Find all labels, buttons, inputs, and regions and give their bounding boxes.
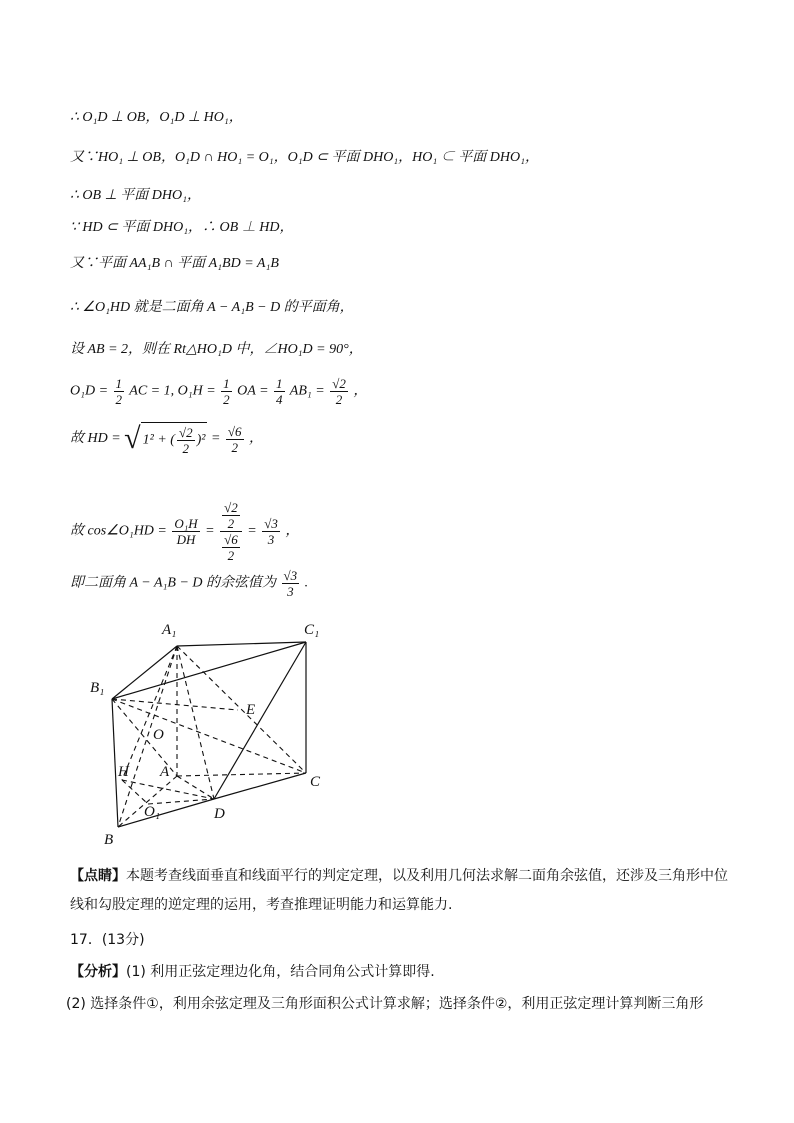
- edge-d-c: [214, 773, 306, 799]
- proof-line-7: 设 AB = 2，则在 Rt△HO₁D 中，∠HO₁D = 90°，: [70, 342, 363, 357]
- fraction-root2-over-2: [177, 425, 195, 456]
- dash-b1-e: [112, 699, 238, 710]
- fraction-root2-over-2: [330, 376, 348, 407]
- comment-text: 本题考查线面垂直和线面平行的判定定理，以及利用几何法求解二面角余弦值，还涉及三角形中位线和勾股定理的逆定理的运用，考查推理证明能力和运算能力.: [70, 868, 728, 913]
- fraction-root3-over-3: [282, 568, 300, 599]
- num: √3: [283, 568, 298, 583]
- text: =: [205, 523, 219, 539]
- num: √2: [332, 376, 346, 391]
- proof-line-6: ∴ ∠O₁HD 就是二面角 A − A₁B − D 的平面角，: [70, 300, 354, 315]
- text: AB₁ =: [289, 383, 329, 399]
- label-h: H: [118, 764, 129, 780]
- fraction-root6-over-2: [222, 532, 240, 563]
- fraction-half: [114, 376, 125, 407]
- dash-a-c: [177, 773, 306, 776]
- text: 故 HD =: [70, 431, 125, 447]
- num: √6: [224, 532, 238, 547]
- proof-line-2: 又∵HO₁ ⊥ OB，O₁D ∩ HO₁ = O₁，O₁D ⊂ 平面 DHO₁，HO₁ ⊂ 平面 DHO₁，: [70, 150, 539, 165]
- dash-a1-b: [118, 646, 177, 827]
- edge-b1-c1: [112, 642, 306, 699]
- proof-line-1: ∴ O₁D ⊥ OB，O₁D ⊥ HO₁，: [70, 110, 243, 125]
- num: √6: [227, 423, 242, 439]
- num: O₁H: [174, 516, 198, 531]
- edge-b-d: [118, 799, 214, 827]
- text: 1² + (: [142, 432, 175, 448]
- proof-line-8: [70, 376, 367, 407]
- text: 即二面角 A − A₁B − D 的余弦值为: [70, 575, 280, 591]
- label-o: O: [153, 727, 164, 743]
- question-17-analysis: [70, 958, 730, 987]
- proof-line-11: [70, 568, 308, 599]
- prism-figure: [80, 618, 340, 850]
- label-c: C: [310, 774, 321, 790]
- text: ，: [353, 383, 368, 399]
- label-b1: B₁: [90, 680, 105, 696]
- text: )²: [196, 432, 206, 448]
- dash-h-o1: [122, 780, 148, 804]
- label-e: E: [246, 702, 256, 718]
- den: [220, 532, 242, 563]
- num: 1: [115, 376, 123, 391]
- dash-a1-c: [177, 646, 306, 773]
- label-a: A: [160, 764, 170, 780]
- den: 2: [227, 548, 235, 563]
- den: 2: [182, 441, 190, 456]
- analysis-tag: 【分析】: [70, 964, 126, 980]
- text: 故 cos∠O₁HD =: [70, 523, 171, 539]
- text: OA =: [237, 383, 273, 399]
- text: .: [304, 575, 309, 591]
- text: ，: [285, 523, 300, 539]
- label-a1: A₁: [162, 622, 177, 638]
- den: 4: [276, 392, 283, 407]
- text: ，: [249, 431, 264, 447]
- proof-line-4: ∵ HD ⊂ 平面 DHO₁，∴ OB ⊥ HD，: [70, 220, 294, 235]
- edge-b1-b: [112, 699, 118, 827]
- fraction-o1h-over-dh: [172, 516, 199, 547]
- text: AC = 1, O₁H =: [129, 383, 220, 399]
- question-17-number: 17．(13分): [70, 932, 145, 948]
- den: 2: [335, 392, 343, 407]
- fraction-root3-over-3: [262, 516, 280, 547]
- dash-b1-c: [112, 699, 306, 773]
- den: 2: [223, 392, 230, 407]
- proof-line-10: [70, 500, 299, 563]
- den: 3: [267, 532, 275, 547]
- radicand: [141, 422, 208, 456]
- label-o1: O₁: [144, 804, 161, 820]
- comment-tag: 【点睛】: [70, 868, 126, 884]
- den: 2: [231, 439, 238, 455]
- label-d: D: [214, 806, 225, 822]
- proof-line-5: 又∵平面 AA₁B ∩ 平面 A₁BD = A₁B: [70, 256, 279, 271]
- question-17-part2: (2) 选择条件①，利用余弦定理及三角形面积公式计算求解；选择条件②，利用正弦定理计算判断三角形: [66, 996, 704, 1012]
- den: 2: [115, 392, 123, 407]
- edge-a1-c1: [177, 642, 306, 646]
- text: =: [247, 523, 261, 539]
- proof-line-3: ∴ OB ⊥ 平面 DHO₁，: [70, 188, 201, 203]
- fraction-root6-over-2: [226, 424, 244, 455]
- compound-fraction: [220, 500, 242, 563]
- den: 2: [227, 516, 235, 531]
- fraction-quarter: [274, 376, 285, 407]
- den: DH: [176, 532, 196, 547]
- proof-line-9: [70, 422, 263, 456]
- num: √2: [224, 500, 238, 515]
- fraction-half-2: [221, 376, 232, 407]
- fraction-root2-over-2: [222, 500, 240, 531]
- num: 1: [223, 376, 230, 391]
- comment-paragraph: [70, 862, 730, 920]
- label-b: B: [104, 832, 114, 848]
- dash-h-d: [122, 780, 214, 799]
- num: [220, 500, 242, 532]
- num: √3: [264, 516, 278, 531]
- radical-sign: √: [124, 422, 141, 455]
- num: 1: [276, 376, 283, 391]
- text: =: [210, 431, 224, 447]
- label-c1: C₁: [304, 622, 320, 638]
- text: O₁D =: [70, 383, 112, 399]
- num: √2: [178, 425, 193, 440]
- den: 3: [287, 584, 294, 599]
- analysis-part1: (1) 利用正弦定理边化角，结合同角公式计算即得.: [126, 964, 435, 980]
- edge-a1-b1: [112, 646, 177, 699]
